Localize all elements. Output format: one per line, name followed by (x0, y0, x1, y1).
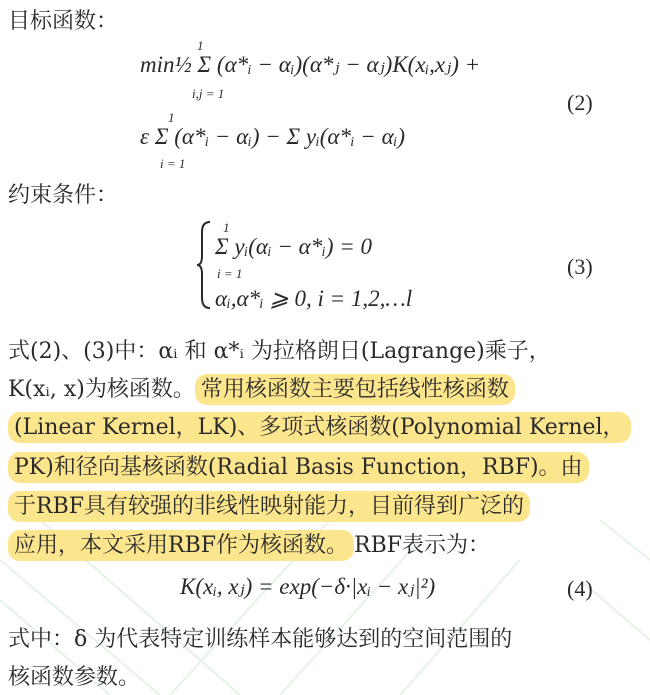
para1-line6 (8, 528, 490, 559)
eq2-line2: ε Σ (α*ᵢ − αᵢ) − Σ yᵢ(α*ᵢ − αᵢ) (140, 124, 406, 149)
para1-line5 (8, 489, 530, 520)
para2-line1: 式中：δ 为代表特定训练样本能够达到的空间范围的 (8, 627, 513, 652)
para1-line2 (8, 372, 515, 403)
eq2-line1: min½ Σ (α*ᵢ − αᵢ)(α*ⱼ − αⱼ)K(xᵢ,xⱼ) + (140, 52, 481, 77)
highlight: 应用，本文采用RBF作为核函数。 (8, 530, 354, 561)
eq3-line1-sum-bottom: i = 1 (217, 266, 243, 281)
eq4-formula: K(xᵢ, xⱼ) = exp(−δ·|xᵢ − xⱼ|²) (180, 574, 436, 599)
eq3-line1: Σ yᵢ(αᵢ − α*ᵢ) = 0 (215, 234, 373, 259)
eq2-number: (2) (567, 90, 593, 115)
highlight: (Linear Kernel，LK)、多项式核函数(Polynomial Kernel， (8, 412, 631, 443)
eq2-line2-sum-top: 1 (168, 110, 175, 125)
para1-line1: 式(2)、(3)中：αᵢ 和 α*ᵢ 为拉格朗日(Lagrange)乘子， (8, 339, 551, 364)
para1-line6-plain: RBF表示为： (354, 533, 490, 558)
eq2-line1-sum-top: 1 (197, 38, 204, 53)
objective-heading: 目标函数： (8, 9, 119, 34)
eq4-number: (4) (567, 576, 593, 601)
eq3-number: (3) (567, 254, 593, 279)
left-brace (196, 220, 212, 310)
highlight: PK)和径向基核函数(Radial Basis Function，RBF)。由 (8, 452, 589, 483)
para1-line3 (8, 410, 631, 441)
para1-line4 (8, 450, 589, 481)
eq3-line2: αᵢ,α*ᵢ ⩾ 0, i = 1,2,…l (215, 286, 413, 311)
highlight: 于RBF具有较强的非线性映射能力，目前得到广泛的 (8, 491, 530, 522)
eq3-line1-sum-top: 1 (223, 220, 230, 235)
highlight: 常用核函数主要包括线性核函数 (195, 374, 515, 405)
eq2-line1-sum-bottom: i,j = 1 (192, 86, 225, 101)
eq2-line2-sum-bottom: i = 1 (160, 156, 186, 171)
para1-line2-plain: K(xᵢ, x)为核函数。 (8, 377, 195, 402)
constraint-heading: 约束条件： (8, 183, 119, 208)
para2-line2: 核函数参数。 (8, 665, 141, 690)
